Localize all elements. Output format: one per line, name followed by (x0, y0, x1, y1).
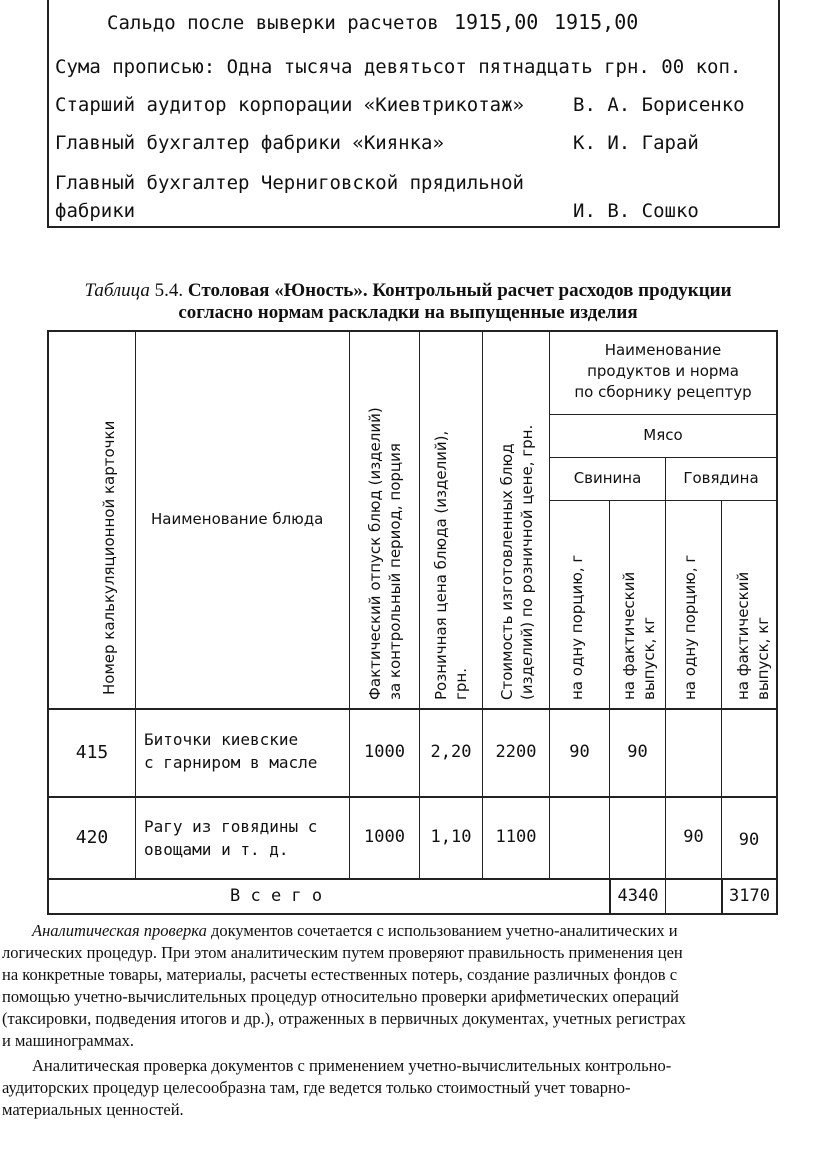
amount-in-words: Сума прописью: Одна тысяча девятьсот пятнадцать грн. 00 коп. (55, 56, 742, 78)
consumption-table (47, 330, 778, 915)
signature-name-1: В. А. Борисенко (573, 94, 745, 116)
header-retail-price: Розничная цена блюда (изделий), грн. (432, 430, 470, 700)
header-dish-name: Наименование блюда (151, 510, 324, 528)
caption-prefix: Таблица (84, 280, 150, 301)
row2-card: 420 (75, 827, 109, 848)
summary-box (47, 0, 780, 228)
header-actual-output: Фактический отпуск блюд (изделий) за контрольный период, порция (366, 407, 404, 700)
balance-value-2: 1915,00 (554, 10, 639, 34)
signature-role-1: Старший аудитор корпорации «Киевтрикотаж» (55, 94, 524, 116)
total-label: В с е г о (230, 886, 323, 906)
header-pork: Свинина (573, 469, 642, 487)
row1-pork-actual: 90 (627, 742, 648, 762)
header-card-number: Номер калькуляционной карточки (100, 420, 118, 695)
signature-role-3-line1: Главный бухгалтер Черниговской прядильной (55, 172, 524, 194)
row1-output: 1000 (364, 742, 405, 762)
caption-number: 5.4. (154, 280, 184, 301)
row2-price: 1,10 (430, 827, 472, 847)
header-beef-per-portion: на одну порцию, г (681, 554, 699, 700)
header-beef: Говядина (683, 469, 759, 487)
header-pork-per-portion: на одну порцию, г (568, 554, 586, 700)
header-meat: Мясо (643, 426, 683, 444)
balance-label: Сальдо после выверки расчетов (107, 12, 439, 34)
paragraph-2: Аналитическая проверка документов с применением учетно-вычислительных контрольно- аудиторских процедур целесообразна там, где ведется только стоимостный учет товарно- материальных ценностей. (2, 1056, 672, 1119)
table-caption (0, 280, 816, 324)
signature-role-3-line2: фабрики (55, 200, 136, 222)
row2-dish: Рагу из говядины с овощами и т. д. (144, 817, 318, 859)
header-products: Наименование продуктов и норма по сборнику рецептур (574, 341, 752, 401)
caption-line-1 (0, 280, 816, 302)
caption-title-1: Столовая «Юность». Контрольный расчет расходов продукции (187, 280, 732, 301)
row2-output: 1000 (364, 827, 405, 847)
signature-name-2: К. И. Гарай (573, 132, 699, 154)
row1-card: 415 (75, 742, 109, 763)
signature-role-2: Главный бухгалтер фабрики «Киянка» (55, 132, 444, 154)
row1-cost: 2200 (495, 742, 537, 762)
header-beef-per-actual: на фактический выпуск, кг (734, 571, 772, 700)
balance-value-1: 1915,00 (454, 10, 539, 34)
signature-name-3: И. В. Сошко (573, 200, 699, 222)
caption-title-2: согласно нормам раскладки на выпущенные изделия (178, 302, 638, 323)
row1-price: 2,20 (430, 742, 472, 762)
row1-pork-portion: 90 (569, 742, 590, 762)
total-pork-actual: 4340 (617, 886, 659, 906)
paragraph-1: Аналитическая проверка документов сочетается с использованием учетно-аналитических и логических процедур. При этом аналитическим путем проверяют правильность применения цен на конкретные товары, материалы, расчеты естественных потерь, создание различных фондов с помощью учетно-вычислительных процедур относительно проверки арифметических операций (таксировки, подведения итогов и др.), отраженных в первичных документах, учетных регистрах и машинограммах. (2, 921, 686, 1050)
row1-dish: Биточки киевские с гарниром в масле (144, 730, 318, 772)
paragraph-1-italic: Аналитическая проверка (32, 921, 207, 940)
header-cost: Стоимость изготовленных блюд (изделий) по розничной цене, грн. (498, 424, 536, 700)
header-pork-per-actual: на фактический выпуск, кг (620, 571, 658, 700)
caption-line-2 (0, 302, 816, 324)
total-beef-actual: 3170 (729, 886, 770, 906)
row2-cost: 1100 (495, 827, 537, 847)
row2-beef-portion: 90 (683, 827, 704, 847)
row2-beef-actual: 90 (738, 830, 760, 850)
